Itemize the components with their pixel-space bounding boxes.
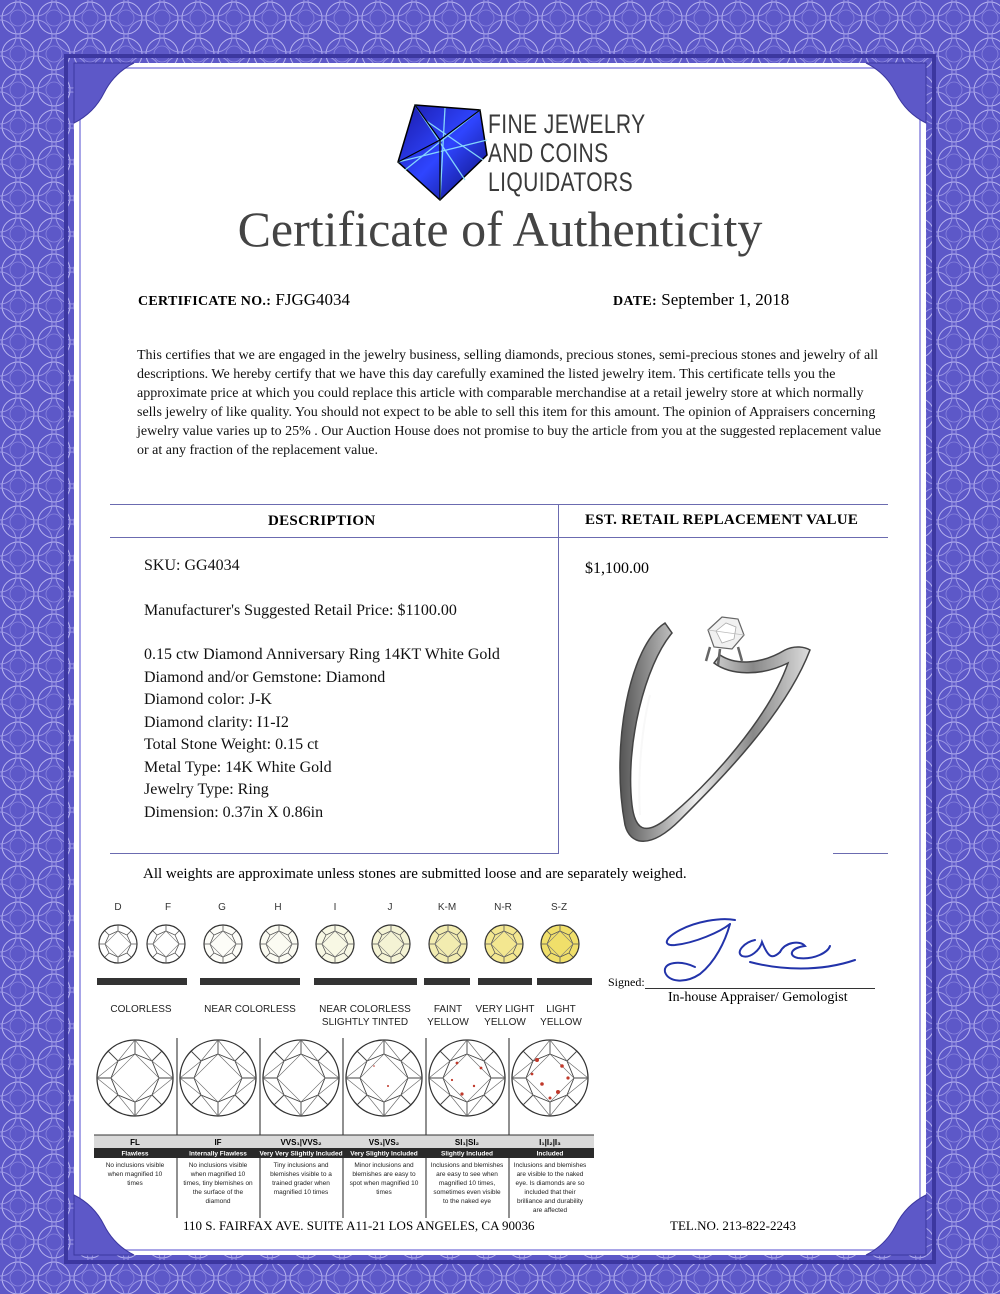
color-category-label: YELLOW (540, 1017, 582, 1028)
clarity-desc-line: Tiny inclusions and (273, 1162, 329, 1169)
clarity-desc-line: brilliance and durability (516, 1198, 584, 1205)
clarity-desc-line: eye. Is diamonds are so (515, 1180, 585, 1187)
color-category-label: YELLOW (484, 1017, 526, 1028)
clarity-code: VS₁|VS₂ (368, 1138, 400, 1147)
clarity-desc-line: Minor inclusions and (354, 1162, 414, 1169)
clarity-desc-line: included that their (524, 1189, 576, 1196)
detail-line: Jewelry Type: Ring (144, 781, 269, 798)
color-category-label: NEAR COLORLESS (319, 1004, 411, 1015)
value-header: EST. RETAIL REPLACEMENT VALUE (585, 512, 859, 528)
color-category-label: FAINT (433, 1004, 463, 1015)
logo-line-2: AND COINS (488, 138, 609, 168)
color-category-label: LIGHT (546, 1004, 576, 1015)
clarity-code: IF (214, 1138, 222, 1147)
color-category-label: SLIGHTLY TINTED (321, 1017, 409, 1028)
detail-line: Metal Type: 14K White Gold (144, 758, 332, 776)
color-category-label: NEAR COLORLESS (204, 1004, 296, 1015)
color-grade-g: G (218, 902, 226, 913)
clarity-desc-line: magnified 10 times (273, 1189, 329, 1196)
table-header-rule (110, 537, 888, 538)
certificate-number (138, 290, 350, 310)
detail-line: 0.15 ctw Diamond Anniversary Ring 14KT White Gold (144, 646, 500, 663)
color-category-label: YELLOW (427, 1017, 469, 1028)
sku: SKU: GG4034 (144, 557, 240, 574)
clarity-desc-line: to the naked eye (442, 1198, 492, 1205)
date-value: September 1, 2018 (661, 290, 790, 309)
clarity-desc-line: are visible to the naked (516, 1171, 584, 1178)
clarity-desc-line: trained grader when (272, 1180, 330, 1187)
clarity-desc-line: when magnified 10 (190, 1171, 246, 1178)
signature-line (645, 988, 875, 989)
diamond-grading-chart (92, 898, 597, 1218)
color-category-label: VERY LIGHT (475, 1004, 535, 1015)
color-category-label: COLORLESS (110, 1004, 172, 1015)
detail-line: Total Stone Weight: 0.15 ct (144, 736, 319, 753)
clarity-code: VVS₁|VVS₂ (280, 1138, 322, 1147)
appraiser-title: In-house Appraiser/ Gemologist (668, 990, 848, 1005)
detail-line: Diamond color: J-K (144, 691, 272, 708)
footer-address: 110 S. FAIRFAX AVE. SUITE A11-21 LOS ANGELES, CA 90036 (183, 1218, 535, 1233)
logo-text (488, 110, 646, 197)
clarity-code: FL (130, 1138, 140, 1147)
date-label: DATE: (613, 294, 658, 309)
clarity-desc-line: Inclusions and blemishes (513, 1162, 587, 1169)
clarity-desc-line: blemishes visible to a (270, 1171, 332, 1178)
detail-line: Diamond clarity: I1-I2 (144, 713, 289, 731)
clarity-code: SI₁|SI₂ (454, 1138, 480, 1147)
certificate-date (613, 290, 789, 310)
clarity-desc-line: are easy to see when (436, 1171, 498, 1178)
certificate-number-value: FJGG4034 (275, 290, 351, 309)
ring-image (610, 605, 840, 855)
description-header: DESCRIPTION (268, 513, 376, 529)
color-grade-k-m: K-M (437, 902, 457, 913)
replacement-value: $1,100.00 (585, 560, 649, 577)
table-top-rule (110, 504, 888, 505)
clarity-desc-line: the surface of the (192, 1189, 244, 1196)
certificate-number-label: CERTIFICATE NO.: (138, 294, 272, 309)
clarity-desc-line: are affected (532, 1207, 568, 1214)
clarity-name: Slightly Included (440, 1150, 494, 1158)
color-grade-i: I (333, 902, 337, 913)
clarity-name: Flawless (121, 1150, 149, 1158)
clarity-code: I₁|I₂|I₃ (539, 1138, 561, 1147)
clarity-desc-line: No inclusions visible (105, 1162, 165, 1169)
clarity-name: Very Slightly Included (350, 1150, 418, 1158)
clarity-desc-line: blemishes are easy to (352, 1171, 416, 1178)
footer-telephone: TEL.NO. 213-822-2243 (670, 1218, 797, 1233)
table-bottom-rule-right (833, 853, 888, 854)
clarity-name: Internally Flawless (189, 1150, 247, 1158)
detail-line: Diamond and/or Gemstone: Diamond (144, 668, 386, 686)
color-grade-j: J (387, 902, 393, 913)
color-grade-h: H (274, 902, 282, 913)
color-grade-d: D (114, 902, 122, 913)
table-divider (558, 504, 559, 854)
msrp: Manufacturer's Suggested Retail Price: $1100.00 (144, 601, 457, 619)
logo-line-3: LIQUIDATORS (488, 167, 634, 197)
description-body (144, 555, 500, 824)
intro-paragraph: This certifies that we are engaged in the jewelry business, selling diamonds, precious stones, semi-precious stones and jewelry of all descriptions. We hereby certify that we have this day carefully examined the listed jewelry item. This certificate tells you the approximate price at which you could replace this article with comparable merchandise at a retail jewelry store at which normally sells jewelry of like quality. You should not expect to be able to sell this item for this amount. The opinion of Appraisers concerning jewelry value varies up to 25% . Our Auction House does not promise to buy the article from you at the suggested replacement value or at any fraction of the replacement value. (137, 348, 882, 458)
weights-note: All weights are approximate unless stones are submitted loose and are separately weighed. (143, 866, 687, 882)
clarity-name: Included (536, 1150, 564, 1158)
clarity-desc-line: Inclusions and blemishes (430, 1162, 504, 1169)
clarity-desc-line: spot when magnified 10 (349, 1180, 419, 1187)
clarity-desc-line: times (127, 1180, 143, 1187)
clarity-desc-line: when magnified 10 (107, 1171, 163, 1178)
logo-line-1: FINE JEWELRY (488, 109, 646, 139)
color-grade-n-r: N-R (494, 902, 512, 913)
clarity-desc-line: No inclusions visible (188, 1162, 248, 1169)
clarity-desc-line: times, tiny blemishes on (183, 1180, 253, 1187)
detail-line: Dimension: 0.37in X 0.86in (144, 803, 324, 821)
signature-image (650, 912, 860, 987)
clarity-desc-line: magnified 10 times, (438, 1180, 496, 1187)
table-bottom-rule-left (110, 853, 558, 854)
clarity-desc-line: times (376, 1189, 392, 1196)
clarity-desc-line: diamond (205, 1198, 231, 1205)
clarity-name: Very Very Slightly Included (259, 1150, 343, 1158)
color-grade-f: F (164, 902, 172, 913)
signed-label: Signed: (608, 975, 645, 989)
certificate-title: Certificate of Authenticity (237, 201, 763, 257)
clarity-desc-line: sometimes even visible (433, 1189, 501, 1196)
color-grade-s-z: S-Z (550, 902, 568, 913)
